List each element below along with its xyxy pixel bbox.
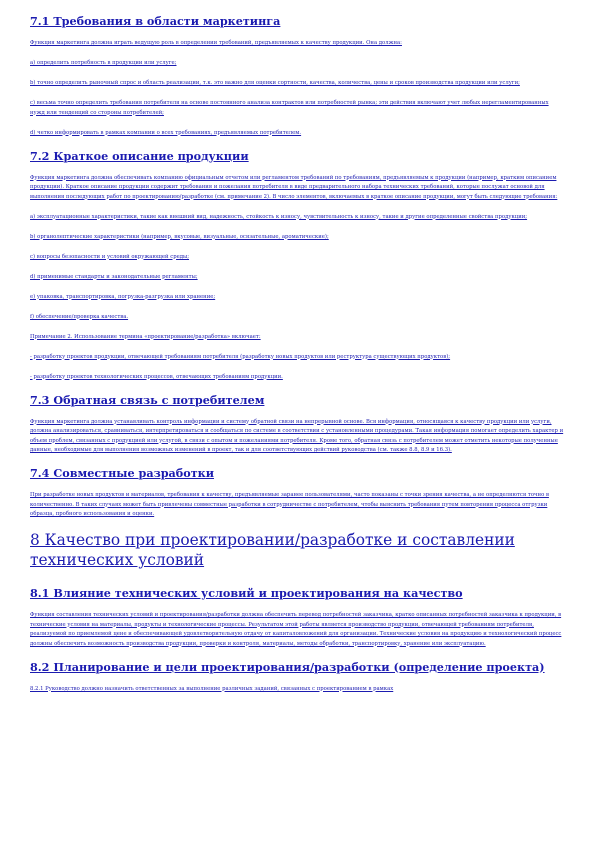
section-heading[interactable]: 7.2 Краткое описание продукции bbox=[30, 148, 249, 163]
section-7-2 bbox=[30, 149, 565, 383]
paragraph[interactable]: d) применимые стандарты и законодательные регламенты; bbox=[30, 273, 198, 280]
paragraph[interactable]: c) вопросы безопасности и условий окружающей среды; bbox=[30, 253, 190, 260]
section-heading[interactable]: 7.4 Совместные разработки bbox=[30, 466, 215, 480]
paragraph[interactable]: Функция маркетинга должна играть ведущую роль в определении требований, предъявляемых к качеству продукции. Она должна: bbox=[30, 40, 402, 46]
paragraph[interactable]: - разработку проектов продукции, отвечающей требованиям потребителя (разработку новых продуктов или реструктура существующих продуктов); bbox=[30, 353, 451, 360]
paragraph[interactable]: Функция маркетинга должна обеспечивать компанию официальным отчетом или регламентом требований по требованиям, предъявляемым к продукции (например, кратким описанием продукции). Краткое описание продукции содержит требования и пожелания потребителя в виде предварительного набора технических требований, которые послужат основой для выполнения последующих работ по проектированию/разработке (см. примечание 2). В число элементов, включаемых в краткое описание продукции, могут быть следующие требования: bbox=[30, 174, 558, 200]
section-heading[interactable]: 7.3 Обратная связь с потребителем bbox=[30, 392, 265, 407]
paragraph[interactable]: а) определить потребность в продукции или услуге; bbox=[30, 60, 177, 66]
section-8-2 bbox=[30, 660, 565, 695]
paragraph[interactable]: b) точно определить рыночный спрос и область реализации, т.к. это важно для оценки сортности, качества, количества, цены и сроков производства продукции или услуги; bbox=[30, 80, 520, 86]
paragraph[interactable]: d) четко информировать в рамках компании о всех требованиях, предъявляемых потребителем. bbox=[30, 129, 302, 136]
chapter-heading[interactable]: 8 Качество при проектировании/разработке и составлении технических условий bbox=[30, 531, 515, 569]
paragraph[interactable]: e) упаковка, транспортировка, погрузка-разгрузка или хранение; bbox=[30, 293, 216, 300]
paragraph[interactable]: Функция маркетинга должна устанавливать контроль информации и систему обратной связи на непрерывной основе. Вся информация, относящаяся к качеству продукции или услуги, должна анализироваться, сравниваться, интерпретироваться и сообщаться по системе в соответствии с установленными процедурами. Такая информация помогает определить характер и объем проблем, связанных с продукцией или услугой, в связи с опытом и пожеланиями потребителя. Кроме того, обратная связь с потребителем может отметить некоторые полученные данные, необходимые для выполнения возможных изменений в проект, так и для соответствующих действий руководства (см. также 8.8, 8.9 и 16.3). bbox=[30, 418, 564, 453]
section-8-1 bbox=[30, 586, 565, 649]
paragraph[interactable]: 8.2.1 Руководство должно назначить ответственных за выполнение различных заданий, связанных с проектированием в рамках bbox=[30, 685, 394, 692]
section-heading[interactable]: 8.1 Влияние технических условий и проектирования на качество bbox=[30, 586, 463, 600]
section-heading[interactable]: 7.1 Требования в области маркетинга bbox=[30, 14, 281, 28]
paragraph[interactable]: b) органолептические характеристики (например, вкусовые, визуальные, осязательные, ароматические); bbox=[30, 233, 329, 240]
paragraph[interactable]: Примечание 2. Использование термина «проектирование/разработка» включает: bbox=[30, 333, 261, 340]
paragraph[interactable]: - разработку проектов технологических процессов, отвечающих требованиям продукции. bbox=[30, 373, 283, 380]
paragraph[interactable]: Функция составления технических условий и проектирования/разработки должна обеспечить перевод потребностей заказчика, кратко описанных потребностей заказчика к продукции, в технические условия на материалы, продукты и технологические процессы. Результатом этой работы является производство продукции, отвечающей требованиям потребителя, реализуемой по приемлемой цене и обеспечивающей удовлетворительную отдачу от капиталовложений для организации. Технические условия на продукцию и технологический процесс должны обеспечить возможность производства продукции, проверки и контроля, материалы, методы обработки, транспортировку, хранение или эксплуатацию. bbox=[30, 612, 562, 647]
section-heading[interactable]: 8.2 Планирование и цели проектирования/разработки (определение проекта) bbox=[30, 659, 545, 674]
paragraph[interactable]: а) эксплуатационные характеристики, такие как внешний вид, надежность, стойкость к износу, чувствительность к износу, такие и другие определенные свойства продукции; bbox=[30, 213, 528, 220]
paragraph[interactable]: f) обеспечение/проверка качества. bbox=[30, 313, 129, 320]
section-7-4 bbox=[30, 466, 565, 520]
paragraph[interactable]: c) весьма точно определить требования потребителя на основе постоянного анализа контрактов или потребностей рынка; эти действия включают учет любых нерегламентированных нужд или тенденций со стороны потребителей; bbox=[30, 100, 549, 116]
paragraph[interactable]: При разработке новых продуктов и материалов, требования к качеству, предъявляемые заранее пользователями, часто показаны с точки зрения качества, а не определяются точно в количественно. В таких случаях может быть привлечены совместные разработки в сотрудничестве с потребителем, чтобы выяснить требования путем повторения процесса отгрузки образца, пробного использования и оценки. bbox=[30, 492, 549, 517]
document-page bbox=[30, 14, 565, 705]
section-7-3 bbox=[30, 393, 565, 456]
section-7-1 bbox=[30, 14, 565, 138]
